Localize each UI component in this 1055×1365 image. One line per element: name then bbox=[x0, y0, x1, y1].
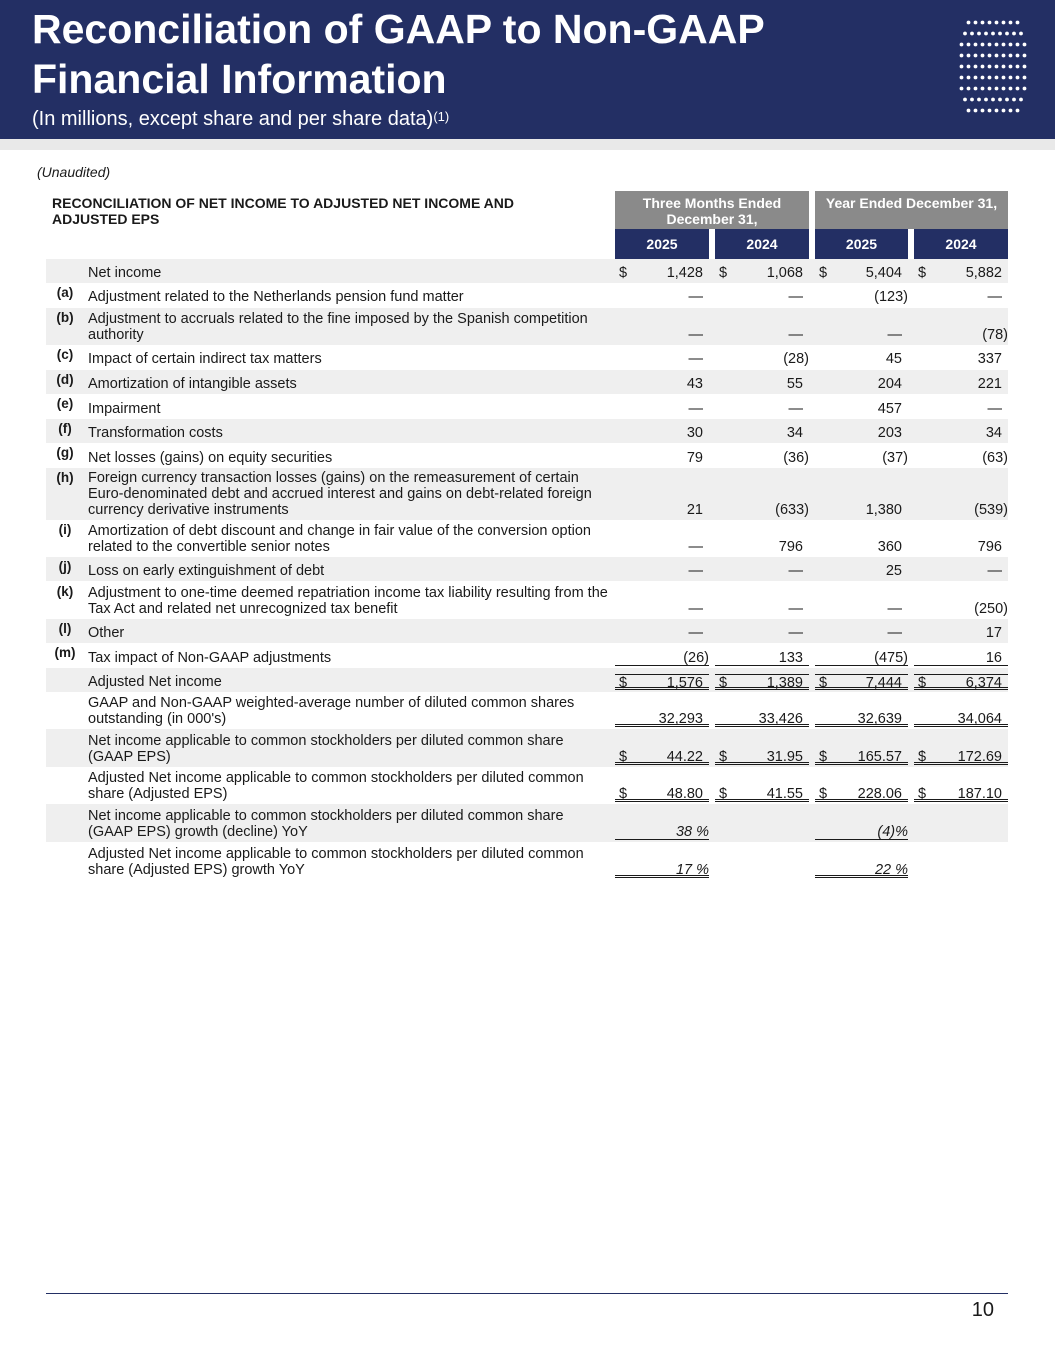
cell-value: 32,293 bbox=[658, 711, 703, 727]
table-cell bbox=[715, 401, 809, 417]
footnote-letter: (e) bbox=[56, 396, 74, 411]
dot-grid-icon bbox=[958, 19, 1028, 117]
cell-value: 25 bbox=[885, 563, 902, 579]
table-cell bbox=[615, 351, 709, 367]
table-cell bbox=[715, 539, 809, 555]
cell-value: 6,374 bbox=[965, 675, 1002, 691]
cell-value: — bbox=[788, 327, 803, 343]
table-title: RECONCILIATION OF NET INCOME TO ADJUSTED NET INCOME AND ADJUSTED EPS bbox=[52, 195, 515, 227]
cell-value: 34 bbox=[985, 425, 1002, 441]
unaudited-label: (Unaudited) bbox=[37, 164, 111, 180]
row-label: Adjusted Net income bbox=[88, 674, 222, 690]
currency-symbol: $ bbox=[918, 786, 927, 802]
table-cell bbox=[815, 539, 908, 555]
footnote-letter: (d) bbox=[56, 372, 74, 387]
cell-value: — bbox=[688, 539, 703, 555]
row-label: Other bbox=[88, 625, 125, 641]
cell-value: — bbox=[887, 625, 902, 641]
page-header bbox=[0, 0, 1055, 139]
page-title: Reconciliation of GAAP to Non-GAAP Financial Information bbox=[32, 6, 764, 102]
row-label: Adjustment to accruals related to the fine imposed by the Spanish competition authority bbox=[88, 311, 588, 343]
cell-value: (28) bbox=[783, 351, 809, 367]
row-label: Foreign currency transaction losses (gains) on the remeasurement of certain Euro-denominated debt and accrued interest and gains on debt-related foreign currency derivative instruments bbox=[88, 470, 592, 518]
row-label: Net income applicable to common stockholders per diluted common share (GAAP EPS) growth (decline) YoY bbox=[88, 808, 564, 840]
table-row bbox=[46, 557, 1008, 581]
row-label: Adjustment to one-time deemed repatriation income tax liability resulting from the Tax Act and related net unrecognized tax benefit bbox=[88, 585, 608, 617]
table-cell bbox=[914, 711, 1008, 727]
currency-symbol: $ bbox=[819, 749, 828, 765]
footnote-letter: (g) bbox=[56, 445, 74, 460]
cell-value: 16 bbox=[985, 650, 1002, 666]
cell-value: 34,064 bbox=[957, 711, 1002, 727]
table-cell bbox=[914, 327, 1008, 343]
table-cell bbox=[715, 749, 809, 765]
cell-value: (123) bbox=[874, 289, 908, 305]
cell-value: 5,882 bbox=[965, 265, 1002, 281]
table-row bbox=[46, 394, 1008, 419]
cell-value: — bbox=[788, 401, 803, 417]
footnote-letter: (h) bbox=[56, 470, 74, 485]
row-label: Amortization of intangible assets bbox=[88, 376, 297, 392]
cell-value: — bbox=[788, 625, 803, 641]
table-cell bbox=[715, 650, 809, 666]
table-cell bbox=[715, 289, 809, 305]
table-cell bbox=[914, 862, 1008, 878]
currency-symbol: $ bbox=[719, 675, 728, 691]
table-cell bbox=[715, 265, 809, 281]
table-cell bbox=[914, 265, 1008, 281]
table-cell bbox=[715, 601, 809, 617]
cell-value: 457 bbox=[877, 401, 902, 417]
row-label: Net losses (gains) on equity securities bbox=[88, 450, 333, 466]
table-cell bbox=[815, 502, 908, 518]
row-label: Net income bbox=[88, 265, 162, 281]
table-cell bbox=[914, 289, 1008, 305]
row-label: Amortization of debt discount and change in fair value of the conversion option related to the convertible senior notes bbox=[88, 523, 591, 555]
row-label: Loss on early extinguishment of debt bbox=[88, 563, 325, 579]
table-cell bbox=[815, 401, 908, 417]
table-cell bbox=[914, 450, 1008, 466]
table-cell bbox=[615, 711, 709, 727]
table-cell bbox=[615, 376, 709, 392]
currency-symbol: $ bbox=[918, 675, 927, 691]
period-header-three-months: Three Months Ended December 31, bbox=[615, 191, 809, 229]
cell-value: 172.69 bbox=[957, 749, 1002, 765]
row-label: Adjusted Net income applicable to common stockholders per diluted common share (Adjusted EPS) bbox=[88, 770, 584, 802]
currency-symbol: $ bbox=[918, 265, 927, 281]
row-label: GAAP and Non-GAAP weighted-average number of diluted common shares outstanding (in 000's) bbox=[88, 695, 575, 727]
table-row bbox=[46, 283, 1008, 307]
table-cell bbox=[615, 265, 709, 281]
table-cell bbox=[914, 351, 1008, 367]
table-cell bbox=[914, 376, 1008, 392]
table-cell bbox=[815, 289, 908, 305]
table-row bbox=[46, 767, 1008, 804]
table-cell bbox=[715, 862, 809, 878]
table-cell bbox=[815, 425, 908, 441]
page-number: 10 bbox=[971, 1299, 994, 1321]
cell-value: (250) bbox=[974, 601, 1008, 617]
footnote-letter: (i) bbox=[58, 522, 72, 537]
table-cell bbox=[914, 425, 1008, 441]
table-cell bbox=[815, 674, 908, 690]
table-cell bbox=[914, 502, 1008, 518]
table-row bbox=[46, 345, 1008, 369]
cell-value: 17 bbox=[985, 625, 1002, 641]
table-cell bbox=[914, 401, 1008, 417]
table-cell bbox=[815, 650, 908, 666]
table-cell bbox=[815, 749, 908, 765]
row-label: Impact of certain indirect tax matters bbox=[88, 351, 322, 367]
footnote-letter: (f) bbox=[58, 421, 72, 436]
cell-value: 17 % bbox=[675, 862, 709, 878]
cell-value: 221 bbox=[977, 376, 1002, 392]
year-header: 2025 bbox=[615, 229, 709, 259]
cell-value: 48.80 bbox=[666, 786, 703, 802]
period-header-year: Year Ended December 31, bbox=[815, 191, 1008, 229]
cell-value: — bbox=[788, 563, 803, 579]
table-cell bbox=[615, 650, 709, 666]
cell-value: 187.10 bbox=[957, 786, 1002, 802]
footnote-letter: (a) bbox=[56, 285, 74, 300]
cell-value: — bbox=[688, 327, 703, 343]
cell-value: 337 bbox=[977, 351, 1002, 367]
cell-value: — bbox=[688, 601, 703, 617]
table-cell bbox=[615, 450, 709, 466]
table-row bbox=[46, 729, 1008, 767]
cell-value: 21 bbox=[686, 502, 703, 518]
table-cell bbox=[715, 450, 809, 466]
cell-value: — bbox=[688, 351, 703, 367]
cell-value: (4)% bbox=[877, 824, 908, 840]
table-cell bbox=[715, 376, 809, 392]
cell-value: 33,426 bbox=[758, 711, 803, 727]
cell-value: 30 bbox=[686, 425, 703, 441]
table-cell bbox=[715, 327, 809, 343]
table-cell bbox=[815, 625, 908, 641]
table-cell bbox=[815, 376, 908, 392]
cell-value: 1,380 bbox=[865, 502, 902, 518]
currency-symbol: $ bbox=[719, 265, 728, 281]
currency-symbol: $ bbox=[918, 749, 927, 765]
table-row bbox=[46, 259, 1008, 283]
year-header: 2024 bbox=[914, 229, 1008, 259]
table-cell bbox=[815, 601, 908, 617]
cell-value: 1,389 bbox=[766, 675, 803, 691]
table-row bbox=[46, 619, 1008, 643]
table-cell bbox=[615, 563, 709, 579]
cell-value: 203 bbox=[877, 425, 902, 441]
table-cell bbox=[914, 563, 1008, 579]
table-row bbox=[46, 692, 1008, 729]
table-cell bbox=[715, 824, 809, 840]
table-row bbox=[46, 520, 1008, 557]
cell-value: — bbox=[987, 289, 1002, 305]
table-row bbox=[46, 842, 1008, 880]
cell-value: (633) bbox=[775, 502, 809, 518]
table-cell bbox=[615, 601, 709, 617]
table-row bbox=[46, 582, 1008, 619]
cell-value: 55 bbox=[786, 376, 803, 392]
table-row bbox=[46, 468, 1008, 520]
footnote-letter: (k) bbox=[56, 584, 74, 599]
table-cell bbox=[715, 674, 809, 690]
cell-value: — bbox=[987, 401, 1002, 417]
cell-value: 43 bbox=[686, 376, 703, 392]
table-row bbox=[46, 370, 1008, 394]
footnote-letter: (c) bbox=[56, 347, 74, 362]
currency-symbol: $ bbox=[619, 675, 628, 691]
year-header: 2024 bbox=[715, 229, 809, 259]
footnote-letter: (m) bbox=[54, 645, 76, 660]
row-label: Adjustment related to the Netherlands pension fund matter bbox=[88, 289, 464, 305]
cell-value: — bbox=[688, 563, 703, 579]
table-cell bbox=[815, 786, 908, 802]
cell-value: 22 % bbox=[874, 862, 908, 878]
cell-value: 32,639 bbox=[857, 711, 902, 727]
table-cell bbox=[615, 625, 709, 641]
table-cell bbox=[715, 351, 809, 367]
cell-value: 133 bbox=[778, 650, 803, 666]
cell-value: 228.06 bbox=[857, 786, 902, 802]
table-cell bbox=[914, 674, 1008, 690]
cell-value: — bbox=[688, 401, 703, 417]
table-cell bbox=[715, 425, 809, 441]
cell-value: 38 % bbox=[675, 824, 709, 840]
currency-symbol: $ bbox=[619, 786, 628, 802]
table-cell bbox=[615, 824, 709, 840]
table-cell bbox=[615, 289, 709, 305]
table-row bbox=[46, 308, 1008, 345]
cell-value: (78) bbox=[982, 327, 1008, 343]
table-row bbox=[46, 804, 1008, 842]
cell-value: — bbox=[887, 327, 902, 343]
table-cell bbox=[615, 862, 709, 878]
table-cell bbox=[914, 786, 1008, 802]
cell-value: 34 bbox=[786, 425, 803, 441]
row-label: Tax impact of Non-GAAP adjustments bbox=[88, 650, 332, 666]
footnote-letter: (l) bbox=[58, 621, 72, 636]
table-cell bbox=[715, 711, 809, 727]
table-cell bbox=[815, 824, 908, 840]
cell-value: (37) bbox=[882, 450, 908, 466]
cell-value: — bbox=[987, 563, 1002, 579]
cell-value: (26) bbox=[683, 650, 709, 666]
cell-value: 796 bbox=[778, 539, 803, 555]
table-cell bbox=[615, 502, 709, 518]
cell-value: (539) bbox=[974, 502, 1008, 518]
table-cell bbox=[615, 749, 709, 765]
table-cell bbox=[815, 265, 908, 281]
cell-value: 360 bbox=[877, 539, 902, 555]
cell-value: — bbox=[788, 601, 803, 617]
page-subtitle: (In millions, except share and per share data)$^{(1)}$ bbox=[32, 108, 450, 130]
table-cell bbox=[815, 351, 908, 367]
table-cell bbox=[715, 786, 809, 802]
table-cell bbox=[615, 401, 709, 417]
table-cell bbox=[715, 625, 809, 641]
cell-value: — bbox=[887, 601, 902, 617]
cell-value: 204 bbox=[877, 376, 902, 392]
cell-value: (36) bbox=[783, 450, 809, 466]
table-row bbox=[46, 443, 1008, 468]
table-cell bbox=[914, 824, 1008, 840]
cell-value: — bbox=[688, 289, 703, 305]
cell-value: (63) bbox=[982, 450, 1008, 466]
currency-symbol: $ bbox=[719, 749, 728, 765]
cell-value: — bbox=[688, 625, 703, 641]
cell-value: 1,068 bbox=[766, 265, 803, 281]
cell-value: 45 bbox=[885, 351, 902, 367]
table-cell bbox=[914, 625, 1008, 641]
table-cell bbox=[815, 327, 908, 343]
table-cell bbox=[715, 502, 809, 518]
table-cell bbox=[615, 674, 709, 690]
table-cell bbox=[815, 450, 908, 466]
currency-symbol: $ bbox=[819, 786, 828, 802]
table-cell bbox=[815, 563, 908, 579]
cell-value: 1,576 bbox=[666, 675, 703, 691]
cell-value: 7,444 bbox=[865, 675, 902, 691]
table-cell bbox=[815, 862, 908, 878]
table-row bbox=[46, 419, 1008, 443]
table-cell bbox=[615, 786, 709, 802]
footnote-letter: (b) bbox=[56, 310, 74, 325]
table-cell bbox=[715, 563, 809, 579]
currency-symbol: $ bbox=[619, 749, 628, 765]
table-cell bbox=[914, 601, 1008, 617]
table-cell bbox=[615, 425, 709, 441]
currency-symbol: $ bbox=[819, 675, 828, 691]
table-cell bbox=[615, 539, 709, 555]
table-cell bbox=[914, 749, 1008, 765]
cell-value: 44.22 bbox=[666, 749, 703, 765]
cell-value: (475) bbox=[874, 650, 908, 666]
cell-value: 1,428 bbox=[666, 265, 703, 281]
cell-value: 31.95 bbox=[766, 749, 803, 765]
footnote-letter: (j) bbox=[58, 559, 72, 574]
table-cell bbox=[615, 327, 709, 343]
row-label: Adjusted Net income applicable to common stockholders per diluted common share (Adjusted EPS) growth YoY bbox=[88, 846, 584, 878]
cell-value: 165.57 bbox=[857, 749, 902, 765]
cell-value: 5,404 bbox=[865, 265, 902, 281]
row-label: Transformation costs bbox=[88, 425, 223, 441]
table-cell bbox=[815, 711, 908, 727]
cell-value: 41.55 bbox=[766, 786, 803, 802]
footer-divider bbox=[46, 1293, 1008, 1294]
table-row bbox=[46, 643, 1008, 668]
currency-symbol: $ bbox=[619, 265, 628, 281]
table-row bbox=[46, 668, 1008, 692]
header-divider bbox=[0, 139, 1055, 150]
table-cell bbox=[914, 539, 1008, 555]
table-cell bbox=[914, 650, 1008, 666]
cell-value: 79 bbox=[686, 450, 703, 466]
row-label: Impairment bbox=[88, 401, 161, 417]
row-label: Net income applicable to common stockholders per diluted common share (GAAP EPS) bbox=[88, 733, 564, 765]
currency-symbol: $ bbox=[819, 265, 828, 281]
year-header: 2025 bbox=[815, 229, 908, 259]
cell-value: 796 bbox=[977, 539, 1002, 555]
cell-value: — bbox=[788, 289, 803, 305]
footnote-marker: (1) bbox=[433, 109, 450, 124]
currency-symbol: $ bbox=[719, 786, 728, 802]
